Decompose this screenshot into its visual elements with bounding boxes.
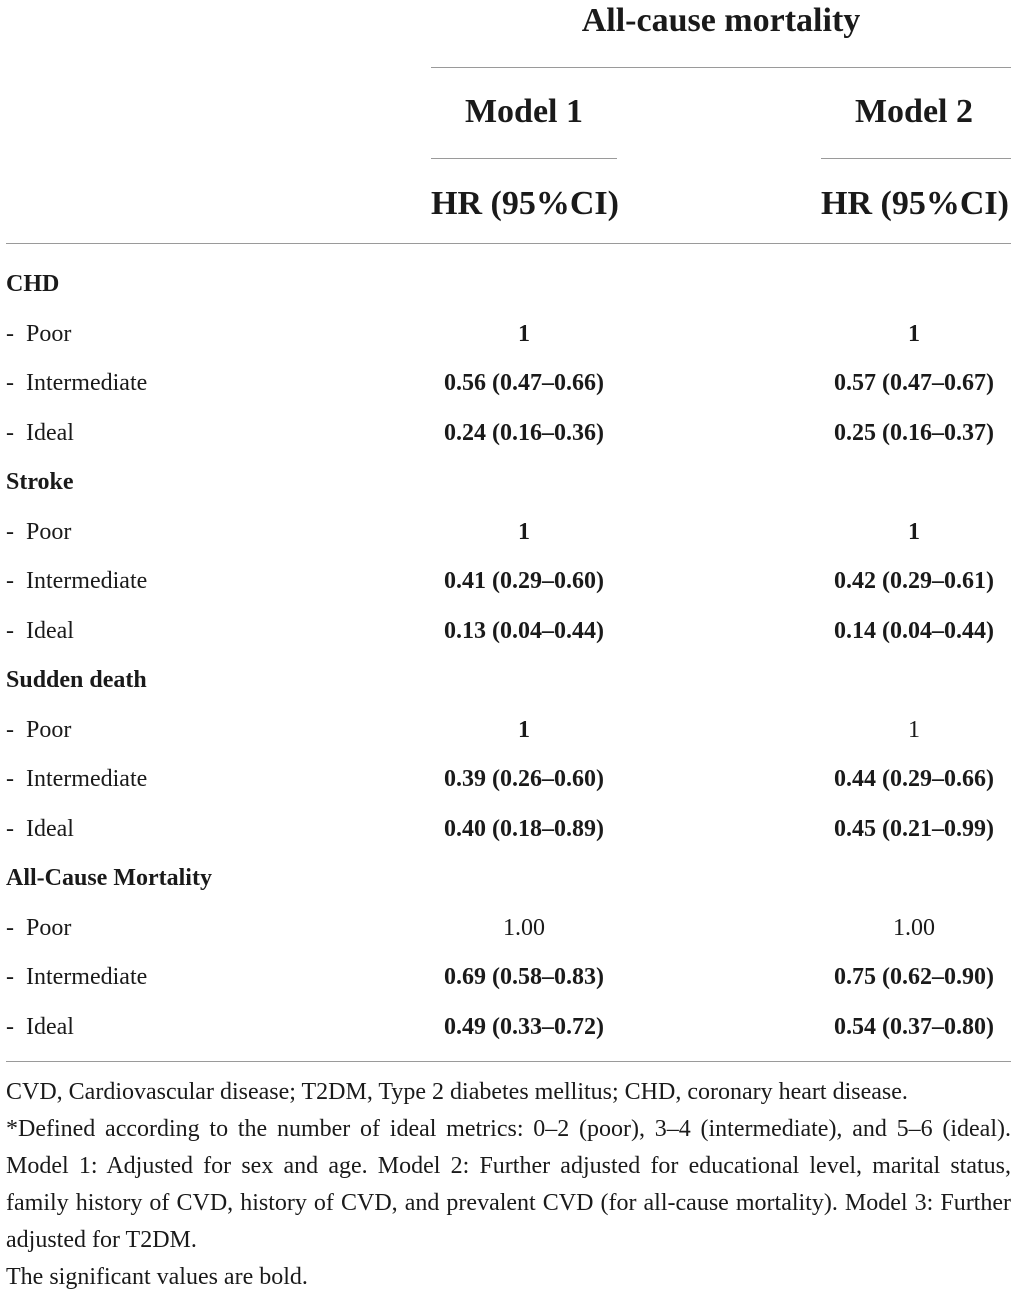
row-label: - Intermediate <box>6 964 148 990</box>
model-1-header: Model 1 <box>464 93 584 130</box>
model-2-value: 0.45 (0.21–0.99) <box>834 815 994 842</box>
model-2-value: 0.14 (0.04–0.44) <box>834 617 994 644</box>
table-title: All-cause mortality <box>581 2 861 39</box>
table-row <box>0 953 1017 1003</box>
model-1-value: 0.49 (0.33–0.72) <box>444 1013 604 1040</box>
table-bottom-rule <box>6 1061 1011 1062</box>
model-1-value: 0.24 (0.16–0.36) <box>444 419 604 446</box>
model-2-value: 0.54 (0.37–0.80) <box>834 1013 994 1040</box>
group-row <box>0 656 1017 706</box>
header-bottom-rule <box>6 243 1011 244</box>
model-1-value: 0.56 (0.47–0.66) <box>444 370 604 396</box>
table-row <box>0 607 1017 657</box>
footnote-abbreviations: CVD, Cardiovascular disease; T2DM, Type 2 diabetes mellitus; CHD, coronary heart disease. <box>6 1079 908 1105</box>
row-label: - Poor <box>6 914 72 941</box>
table-body <box>0 260 1017 1052</box>
row-label: - Ideal <box>6 419 74 446</box>
model-1-value: 0.69 (0.58–0.83) <box>444 964 604 990</box>
row-label: - Intermediate <box>6 568 148 594</box>
table-row <box>0 706 1017 756</box>
group-label: CHD <box>6 271 60 297</box>
model-1-value: 1 <box>518 320 530 347</box>
table-row <box>0 310 1017 360</box>
table-row <box>0 508 1017 558</box>
model-2-value: 0.44 (0.29–0.66) <box>834 766 994 792</box>
row-label: - Poor <box>6 320 72 347</box>
title-rule <box>431 67 1011 68</box>
model-2-value: 1 <box>908 518 920 545</box>
row-label: - Ideal <box>6 1013 74 1040</box>
table-row <box>0 805 1017 855</box>
group-label: Sudden death <box>6 667 147 693</box>
row-label: - Poor <box>6 716 72 743</box>
row-label: - Ideal <box>6 617 74 644</box>
row-label: - Ideal <box>6 815 74 842</box>
model-1-value: 1.00 <box>503 914 545 941</box>
group-label: Stroke <box>6 469 74 495</box>
model-1-value: 0.40 (0.18–0.89) <box>444 815 604 842</box>
model-1-value: 0.13 (0.04–0.44) <box>444 617 604 644</box>
group-label: All-Cause Mortality <box>6 865 212 891</box>
model-1-value: 0.41 (0.29–0.60) <box>444 568 604 594</box>
model-1-value: 1 <box>518 518 530 545</box>
table-row <box>0 557 1017 607</box>
group-row <box>0 458 1017 508</box>
table-footnote <box>6 1074 1011 1296</box>
model-2-value: 0.57 (0.47–0.67) <box>834 370 994 396</box>
row-label: - Poor <box>6 518 72 545</box>
row-label: - Intermediate <box>6 370 148 396</box>
model-2-value: 0.75 (0.62–0.90) <box>834 964 994 990</box>
model-2-hr-header: HR (95%CI) <box>821 185 1009 222</box>
table-row <box>0 904 1017 954</box>
model-1-value: 0.39 (0.26–0.60) <box>444 766 604 792</box>
model-2-value: 1 <box>908 320 920 347</box>
model-1-hr-header: HR (95%CI) <box>431 185 619 222</box>
table-row <box>0 409 1017 459</box>
table-row <box>0 359 1017 409</box>
model-2-value: 1 <box>908 716 920 743</box>
model-2-value: 0.25 (0.16–0.37) <box>834 419 994 446</box>
footnote-significance: The significant values are bold. <box>6 1264 308 1290</box>
model-2-rule <box>821 158 1011 159</box>
model-2-header: Model 2 <box>854 93 974 130</box>
model-1-rule <box>431 158 617 159</box>
model-1-value: 1 <box>518 716 530 743</box>
model-2-value: 0.42 (0.29–0.61) <box>834 568 994 594</box>
footnote-definition: *Defined according to the number of ideal metrics: 0–2 (poor), 3–4 (intermediate), and 5–6 (ideal). Model 1: Adjusted for sex and age. Model 2: Further adjusted for educational level, marital status, family history of CVD, history of CVD, and prevalent CVD (for all-cause mortality). Model 3: Further adjusted for T2DM. <box>6 1116 1011 1253</box>
table-row <box>0 755 1017 805</box>
model-2-value: 1.00 <box>893 914 935 941</box>
group-row <box>0 260 1017 310</box>
table-row <box>0 1003 1017 1053</box>
row-label: - Intermediate <box>6 766 148 792</box>
group-row <box>0 854 1017 904</box>
